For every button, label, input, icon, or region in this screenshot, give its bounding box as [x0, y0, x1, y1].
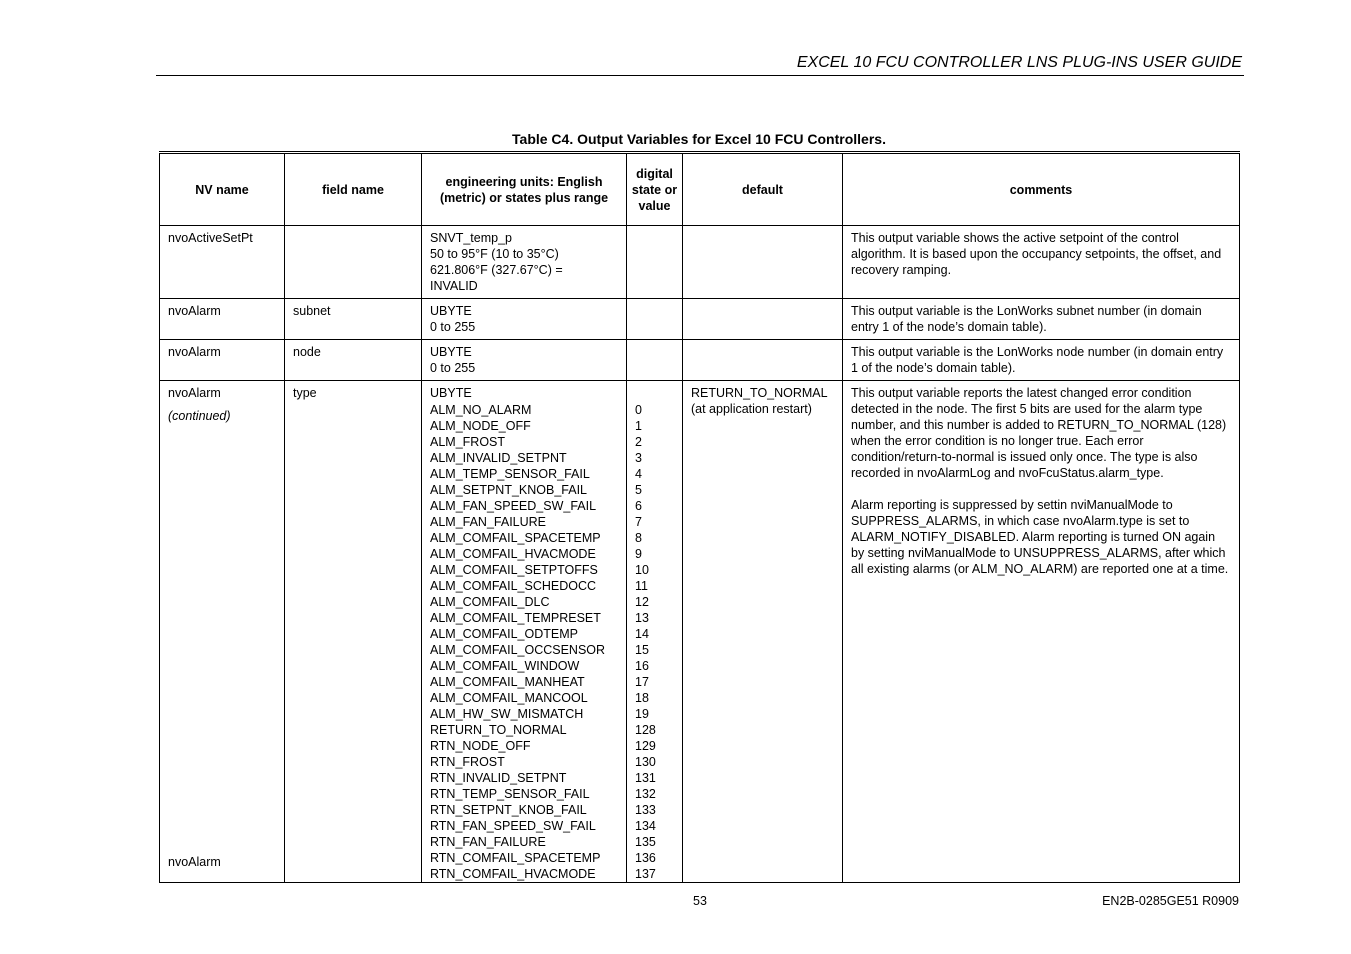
default-cell — [683, 381, 843, 883]
state-value: 128 — [635, 723, 656, 737]
field-name-cell: node — [285, 340, 422, 381]
state-value: 13 — [635, 611, 649, 625]
state-value: 11 — [635, 579, 648, 593]
units-line: UBYTE — [430, 304, 472, 318]
state-name: RTN_FROST — [430, 755, 505, 769]
units-line: INVALID — [430, 279, 478, 293]
state-name: ALM_NO_ALARM — [430, 403, 532, 417]
units-line: UBYTE — [430, 345, 472, 359]
state-name: RTN_TEMP_SENSOR_FAIL — [430, 787, 590, 801]
table-caption: Table C4. Output Variables for Excel 10 FCU Controllers. — [512, 131, 886, 147]
state-name: RETURN_TO_NORMAL — [430, 723, 567, 737]
state-value: 17 — [635, 675, 649, 689]
state-name: RTN_FAN_FAILURE — [430, 835, 546, 849]
units-line: 0 to 255 — [430, 361, 476, 375]
state-value: 132 — [635, 787, 656, 801]
state-value: 0 — [635, 403, 642, 417]
document-code: EN2B-0285GE51 R0909 — [1102, 894, 1239, 908]
table-row — [160, 381, 1240, 883]
units-line: 0 to 255 — [430, 320, 476, 334]
state-name: ALM_COMFAIL_TEMPRESET — [430, 611, 601, 625]
state-name: ALM_HW_SW_MISMATCH — [430, 707, 584, 721]
table-row — [160, 299, 1240, 340]
digital-cell — [627, 226, 683, 299]
state-name: RTN_COMFAIL_HVACMODE — [430, 867, 596, 881]
digital-cell — [627, 340, 683, 381]
state-value: 14 — [635, 627, 649, 641]
default-cell — [683, 340, 843, 381]
nv-name-cell — [160, 381, 285, 883]
state-value: 137 — [635, 867, 656, 881]
default-cell — [683, 299, 843, 340]
nv-name-cell: nvoAlarm — [160, 340, 285, 381]
col-header-nv-name: NV name — [160, 153, 285, 226]
state-name: ALM_FROST — [430, 435, 506, 449]
comments-cell: This output variable is the LonWorks node number (in domain entry 1 of the node’s domain table). — [843, 340, 1240, 381]
nv-name-text: nvoAlarm — [168, 386, 221, 400]
state-name: ALM_FAN_FAILURE — [430, 515, 547, 529]
units-cell — [422, 381, 627, 883]
state-name: ALM_TEMP_SENSOR_FAIL — [430, 467, 590, 481]
units-line: 621.806°F (327.67°C) = — [430, 263, 563, 277]
field-name-cell — [285, 226, 422, 299]
state-name: RTN_COMFAIL_SPACETEMP — [430, 851, 601, 865]
state-name: ALM_COMFAIL_ODTEMP — [430, 627, 578, 641]
output-variables-table — [159, 151, 1240, 883]
state-value: 2 — [635, 435, 642, 449]
units-cell — [422, 226, 627, 299]
col-header-units: engineering units: English (metric) or states plus range — [422, 153, 627, 226]
state-name: RTN_INVALID_SETPNT — [430, 771, 567, 785]
digital-cell — [627, 299, 683, 340]
continued-note: (continued) — [168, 409, 231, 423]
state-value: 8 — [635, 531, 642, 545]
state-name: ALM_COMFAIL_SETPTOFFS — [430, 563, 598, 577]
state-name: RTN_SETPNT_KNOB_FAIL — [430, 803, 587, 817]
col-header-field-name: field name — [285, 153, 422, 226]
paragraph-gap — [851, 481, 1231, 497]
state-value: 133 — [635, 803, 656, 817]
field-name-cell: subnet — [285, 299, 422, 340]
units-cell — [422, 340, 627, 381]
header-rule — [156, 75, 1244, 76]
comments-paragraph: Alarm reporting is suppressed by settin nviManualMode to SUPPRESS_ALARMS, in which case nvoAlarm.type is set to ALARM_NOTIFY_DISABLED. Alarm reporting is turned ON again by setting nviManualMode to UNSUPPRESS_ALARMS, after which all existing alarms (or ALM_NO_ALARM) are reported one at a time. — [851, 498, 1229, 576]
state-value: 10 — [635, 563, 649, 577]
col-header-comments: comments — [843, 153, 1240, 226]
state-name: ALM_COMFAIL_SPACETEMP — [430, 531, 601, 545]
units-type: UBYTE — [430, 386, 472, 400]
state-name: ALM_COMFAIL_OCCSENSOR — [430, 643, 606, 657]
state-value: 134 — [635, 819, 656, 833]
default-line: RETURN_TO_NORMAL — [691, 386, 828, 400]
state-value: 15 — [635, 643, 649, 657]
state-value: 18 — [635, 691, 649, 705]
units-line: 50 to 95°F (10 to 35°C) — [430, 247, 559, 261]
state-value: 4 — [635, 467, 642, 481]
state-name: ALM_COMFAIL_HVACMODE — [430, 547, 596, 561]
digital-spacer — [635, 385, 674, 401]
state-value: 12 — [635, 595, 649, 609]
state-value: 135 — [635, 835, 656, 849]
state-name: ALM_INVALID_SETPNT — [430, 451, 567, 465]
comments-cell — [843, 381, 1240, 883]
comments-paragraph: This output variable reports the latest changed error condition detected in the node. The first 5 bits are used for the alarm type number, and this number is added to RETURN_TO_NORMAL (128) when the error condition is no longer true. Each error condition/return-to-normal is issued only once. The type is also recorded in nvoAlarmLog and nvoFcuStatus.alarm_type. — [851, 386, 1227, 480]
running-header-title: EXCEL 10 FCU CONTROLLER LNS PLUG-INS USER GUIDE — [796, 54, 1242, 71]
nv-name-continuation: nvoAlarm — [168, 855, 221, 869]
state-value: 9 — [635, 547, 642, 561]
state-value: 3 — [635, 451, 642, 465]
state-name: ALM_FAN_SPEED_SW_FAIL — [430, 499, 597, 513]
state-value: 7 — [635, 515, 642, 529]
state-name: RTN_NODE_OFF — [430, 739, 531, 753]
state-value: 131 — [635, 771, 656, 785]
digital-cell — [627, 381, 683, 883]
state-value: 130 — [635, 755, 656, 769]
units-line: SNVT_temp_p — [430, 231, 512, 245]
nv-name-cell: nvoAlarm — [160, 299, 285, 340]
state-name: ALM_NODE_OFF — [430, 419, 531, 433]
state-name: ALM_COMFAIL_MANHEAT — [430, 675, 585, 689]
field-name-cell: type — [285, 381, 422, 883]
state-name-list — [430, 402, 618, 882]
table-row — [160, 340, 1240, 381]
table-header-row — [160, 153, 1240, 226]
comments-cell: This output variable is the LonWorks subnet number (in domain entry 1 of the node’s domain table). — [843, 299, 1240, 340]
state-name: ALM_COMFAIL_SCHEDOCC — [430, 579, 597, 593]
units-cell — [422, 299, 627, 340]
default-line: (at application restart) — [691, 402, 812, 416]
state-name: ALM_COMFAIL_MANCOOL — [430, 691, 588, 705]
state-name: ALM_SETPNT_KNOB_FAIL — [430, 483, 588, 497]
state-name: ALM_COMFAIL_WINDOW — [430, 659, 580, 673]
state-value: 136 — [635, 851, 656, 865]
table-row — [160, 226, 1240, 299]
state-value: 19 — [635, 707, 649, 721]
state-value-list — [635, 402, 674, 882]
comments-cell: This output variable shows the active setpoint of the control algorithm. It is based upon the occupancy setpoints, the offset, and recovery ramping. — [843, 226, 1240, 299]
state-value: 129 — [635, 739, 656, 753]
state-value: 5 — [635, 483, 642, 497]
state-name: RTN_FAN_SPEED_SW_FAIL — [430, 819, 596, 833]
state-value: 16 — [635, 659, 649, 673]
col-header-digital: digital state or value — [627, 153, 683, 226]
state-name: ALM_COMFAIL_DLC — [430, 595, 550, 609]
output-variables-table-wrap — [159, 151, 1239, 883]
state-value: 6 — [635, 499, 642, 513]
nv-name-cell: nvoActiveSetPt — [160, 226, 285, 299]
default-cell — [683, 226, 843, 299]
state-value: 1 — [635, 419, 642, 433]
page-number: 53 — [693, 894, 707, 908]
col-header-default: default — [683, 153, 843, 226]
